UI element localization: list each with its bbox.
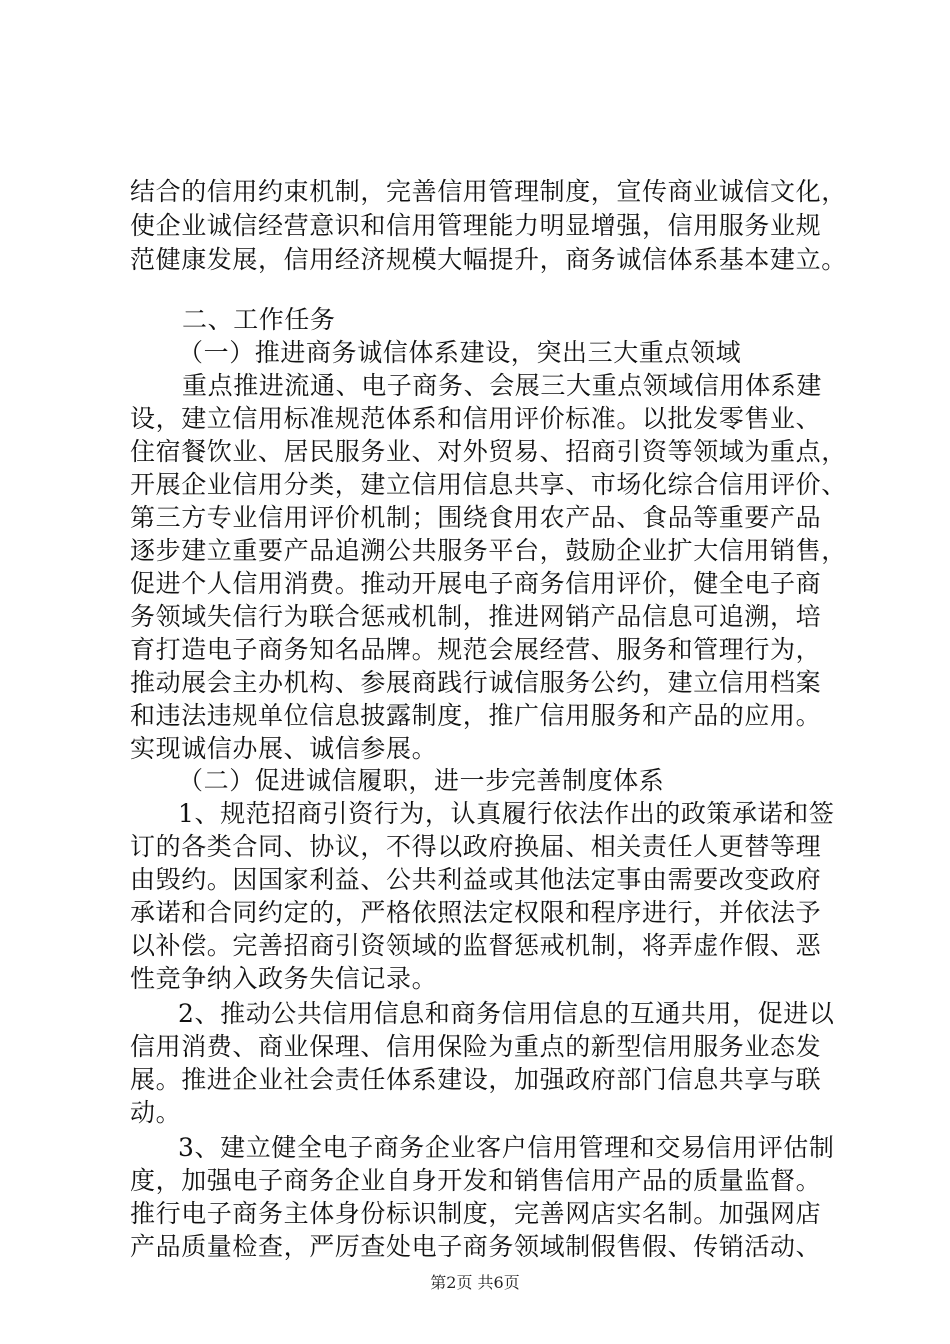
text-line: 住宿餐饮业、居民服务业、对外贸易、招商引资等领域为重点， [130, 437, 847, 466]
text-line: 展。推进企业社会责任体系建设，加强政府部门信息共享与联 [130, 1065, 822, 1094]
section-heading: 二、工作任务 [182, 305, 336, 334]
text-line: 育打造电子商务知名品牌。规范会展经营、服务和管理行为， [130, 635, 822, 664]
text-line: 3、建立健全电子商务企业客户信用管理和交易信用评估制 [178, 1133, 835, 1162]
text-line: 设，建立信用标准规范体系和信用评价标准。以批发零售业、 [130, 404, 822, 433]
text-line: 促进个人信用消费。推动开展电子商务信用评价，健全电子商 [130, 569, 822, 598]
text-line: 度，加强电子商务企业自身开发和销售信用产品的质量监督。 [130, 1166, 822, 1195]
page-number-footer: 第2页 共6页 [430, 1273, 520, 1292]
text-line: 推行电子商务主体身份标识制度，完善网店实名制。加强网店 [130, 1199, 822, 1228]
text-line: 和违法违规单位信息披露制度，推广信用服务和产品的应用。 [130, 701, 822, 730]
text-line: 使企业诚信经营意识和信用管理能力明显增强，信用服务业规 [130, 211, 822, 240]
text-line: 1、规范招商引资行为，认真履行依法作出的政策承诺和签 [178, 799, 835, 828]
text-line: 以补偿。完善招商引资领域的监督惩戒机制，将弄虚作假、恶 [130, 931, 822, 960]
text-line: 务领域失信行为联合惩戒机制，推进网销产品信息可追溯，培 [130, 602, 822, 631]
text-line: 开展企业信用分类，建立信用信息共享、市场化综合信用评价、 [130, 470, 847, 499]
subsection-heading: （一）推进商务诚信体系建设，突出三大重点领域 [178, 338, 742, 367]
text-line: 范健康发展，信用经济规模大幅提升，商务诚信体系基本建立。 [130, 245, 847, 274]
text-line: 实现诚信办展、诚信参展。 [130, 734, 438, 763]
text-line: 订的各类合同、协议，不得以政府换届、相关责任人更替等理 [130, 832, 822, 861]
text-line: 2、推动公共信用信息和商务信用信息的互通共用，促进以 [178, 999, 835, 1028]
text-line: 逐步建立重要产品追溯公共服务平台，鼓励企业扩大信用销售， [130, 536, 847, 565]
text-line: 承诺和合同约定的，严格依照法定权限和程序进行，并依法予 [130, 898, 822, 927]
text-line: 信用消费、商业保理、信用保险为重点的新型信用服务业态发 [130, 1032, 822, 1061]
text-line: 重点推进流通、电子商务、会展三大重点领域信用体系建 [182, 371, 823, 400]
text-line: 产品质量检查，严厉查处电子商务领域制假售假、传销活动、 [130, 1232, 822, 1261]
subsection-heading: （二）促进诚信履职，进一步完善制度体系 [178, 766, 665, 795]
text-line: 推动展会主办机构、参展商践行诚信服务公约，建立信用档案 [130, 668, 822, 697]
text-line: 第三方专业信用评价机制；围绕食用农产品、食品等重要产品 [130, 503, 822, 532]
text-line: 由毁约。因国家利益、公共利益或其他法定事由需要改变政府 [130, 865, 822, 894]
text-line: 性竞争纳入政务失信记录。 [130, 964, 438, 993]
text-line: 结合的信用约束机制，完善信用管理制度，宣传商业诚信文化， [130, 177, 847, 206]
text-line: 动。 [130, 1098, 182, 1127]
